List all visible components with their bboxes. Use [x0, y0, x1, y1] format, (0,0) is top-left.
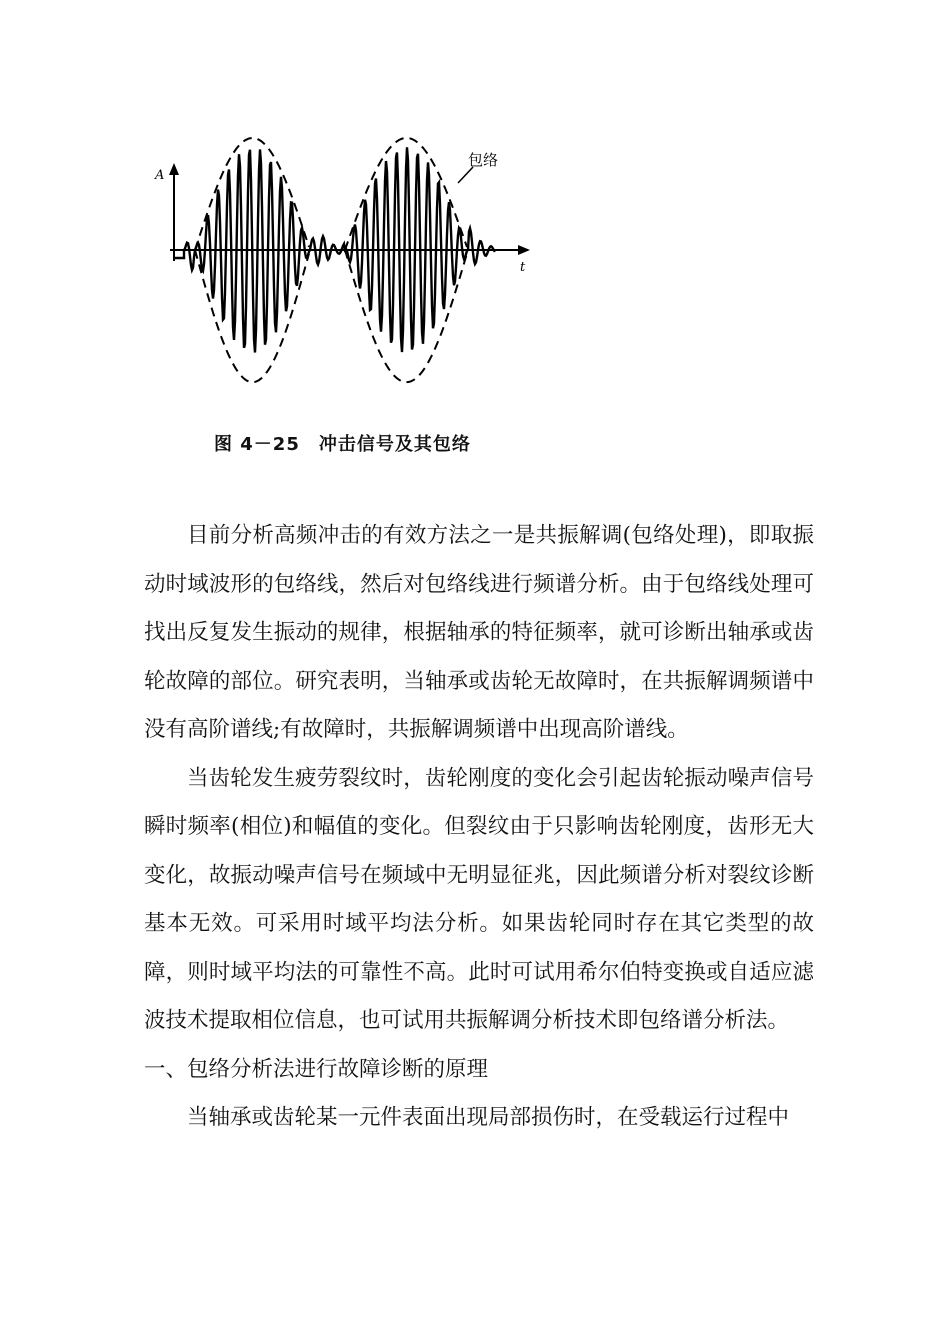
paragraph-1: 目前分析高频冲击的有效方法之一是共振解调(包络处理)，即取振动时域波形的包络线，然后对包络线进行频谱分析。由于包络线处理可找出反复发生振动的规律，根据轴承的特征频率，就可诊断出轴承或齿轮故障的部位。研究表明，当轴承或齿轮无故障时，在共振解调频谱中没有高阶谱线;有故障时，共振解调频谱中出现高阶谱线。	[144, 523, 814, 742]
paragraph-2: 当齿轮发生疲劳裂纹时，齿轮刚度的变化会引起齿轮振动噪声信号瞬时频率(相位)和幅值的变化。但裂纹由于只影响齿轮刚度，齿形无大变化，故振动噪声信号在频域中无明显征兆，因此频谱分析对裂纹诊断基本无效。可采用时域平均法分析。如果齿轮同时存在其它类型的故障，则时域平均法的可靠性不高。此时可试用希尔伯特变换或自适应滤波技术提取相位信息，也可试用共振解调分析技术即包络谱分析法。	[144, 765, 814, 1033]
body-text	[144, 512, 814, 1143]
envelope-figure	[150, 125, 550, 410]
x-axis-arrow	[518, 245, 530, 255]
envelope-label: 包络	[468, 151, 499, 169]
figure-caption: 图 4－25 冲击信号及其包络	[214, 434, 471, 455]
x-axis-label: t	[520, 260, 526, 275]
y-axis-arrow	[169, 163, 179, 175]
section-heading: 一、包络分析法进行故障诊断的原理	[144, 1056, 489, 1082]
paragraph-3: 当轴承或齿轮某一元件表面出现局部损伤时，在受载运行过程中	[187, 1105, 790, 1130]
envelope-leader-line	[458, 167, 473, 183]
impact-signal-plot	[150, 125, 550, 410]
y-axis-label: A	[155, 168, 165, 183]
